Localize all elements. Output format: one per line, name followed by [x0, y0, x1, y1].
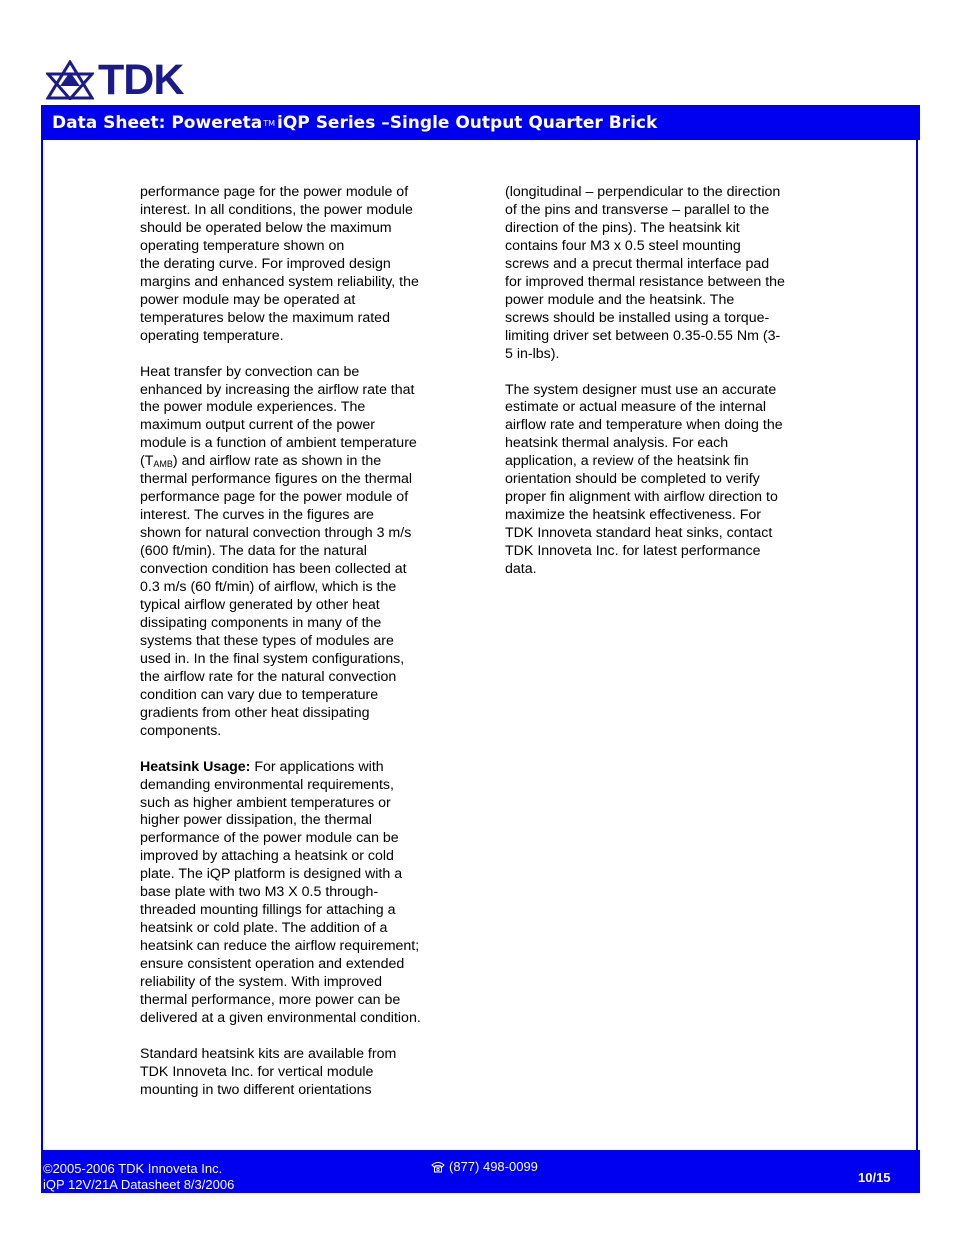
text-line: module is a function of ambient temperature: [140, 435, 417, 452]
text-line: The system designer must use an accurate: [505, 381, 777, 398]
text-line: delivered at a given environmental condition.: [140, 1009, 421, 1026]
text-line: components.: [140, 722, 222, 739]
paragraph-system-designer: [505, 382, 825, 579]
text-line: typical airflow generated by other heat: [140, 596, 380, 613]
text-line: 0.3 m/s (60 ft/min) of airflow, which is the: [140, 579, 397, 596]
datasheet-date: iQP 12V/21A Datasheet 8/3/2006: [43, 1177, 235, 1192]
text-line: threaded mounting fillings for attaching a: [140, 902, 396, 919]
text-line: 5 in-lbs).: [505, 345, 560, 362]
text-line: used in. In the final system configurations,: [140, 650, 405, 667]
text-line: thermal performance figures on the thermal: [140, 471, 413, 488]
text-line: convection condition has been collected at: [140, 561, 407, 578]
text-line: such as higher ambient temperatures or: [140, 794, 391, 811]
text-line: limiting driver set between 0.35-0.55 Nm (3-: [505, 327, 781, 344]
text-line: heatsink or cold plate. The addition of a: [140, 920, 388, 937]
text-line: demanding environmental requirements,: [140, 776, 394, 793]
text-line: airflow rate and temperature when doing the: [505, 417, 783, 434]
text-line: of the pins and transverse – parallel to the: [505, 201, 770, 218]
footer-phone: [431, 1159, 538, 1174]
text-line: orientation should be completed to verify: [505, 471, 760, 488]
page-number: 10/15: [858, 1170, 891, 1185]
text-line: TDK Innoveta standard heat sinks, contact: [505, 525, 773, 542]
text-line: ensure consistent operation and extended: [140, 956, 405, 973]
paragraph-convection: [140, 364, 460, 741]
text-line: Standard heatsink kits are available from: [140, 1045, 397, 1062]
text-line: shown for natural convection through 3 m/s: [140, 525, 412, 542]
title-suffix: iQP Series –Single Output Quarter Brick: [277, 113, 658, 133]
text-line: heatsink thermal analysis. For each: [505, 435, 729, 452]
text-line: (longitudinal – perpendicular to the direction: [505, 184, 781, 200]
text-line: maximum output current of the power: [140, 417, 375, 434]
text-line: performance page for the power module of: [140, 184, 409, 200]
text-line: temperatures below the maximum rated: [140, 309, 390, 326]
text-line: power module may be operated at: [140, 291, 356, 308]
text-line: the power module experiences. The: [140, 399, 366, 416]
text-line: margins and enhanced system reliability, the: [140, 273, 419, 290]
text-line: the airflow rate for the natural convection: [140, 668, 397, 685]
paragraph-orientations: [505, 184, 825, 364]
text-line: condition can vary due to temperature: [140, 686, 379, 703]
text-line: screws should be installed using a torque-: [505, 309, 770, 326]
paragraph-heatsink-usage: [140, 759, 460, 1028]
text-line: direction of the pins). The heatsink kit: [505, 219, 740, 236]
footer-info: [43, 1161, 234, 1193]
text-line: maximize the heatsink effectiveness. For: [505, 507, 762, 524]
text-line: systems that these types of modules are: [140, 632, 394, 649]
text-line: $(T_{AMB})$ and airflow rate as shown in the: [140, 453, 382, 470]
text-line: heatsink can reduce the airflow requirement;: [140, 938, 420, 955]
tdk-logo: [46, 56, 184, 104]
text-line: contains four M3 x 0.5 steel mounting: [505, 237, 741, 254]
text-line: thermal performance, more power can be: [140, 991, 401, 1008]
text-line: should be operated below the maximum: [140, 219, 392, 236]
title-prefix: Data Sheet: Powereta: [52, 113, 263, 133]
text-line: dissipating components in many of the: [140, 614, 382, 631]
text-line: Heat transfer by convection can be: [140, 363, 360, 380]
text-line: for improved thermal resistance between the: [505, 273, 785, 290]
logo-wordmark: TDK: [98, 56, 184, 104]
text-line: performance of the power module can be: [140, 830, 399, 847]
text-line: interest. The curves in the figures are: [140, 507, 374, 524]
left-column: [140, 184, 460, 1118]
right-column: [505, 184, 825, 597]
text-line: plate. The iQP platform is designed with a: [140, 866, 403, 883]
text-line: TDK Innoveta Inc. for vertical module: [140, 1063, 374, 1080]
text-line: operating temperature.: [140, 327, 284, 344]
text-line: proper fin alignment with airflow direction to: [505, 489, 778, 506]
text-line: mounting in two different orientations: [140, 1081, 372, 1098]
text-line: TDK Innoveta Inc. for latest performance: [505, 543, 761, 560]
text-line: the derating curve. For improved design: [140, 255, 391, 272]
text-line: base plate with two M3 X 0.5 through-: [140, 884, 379, 901]
text-line: higher power dissipation, the thermal: [140, 812, 372, 829]
phone-icon: [431, 1161, 445, 1173]
text-line: operating temperature shown on: [140, 237, 345, 254]
text-line: enhanced by increasing the airflow rate that: [140, 381, 415, 398]
text-line: performance page for the power module of: [140, 489, 409, 506]
paragraph-derating: [140, 184, 460, 346]
text-line: improved by attaching a heatsink or cold: [140, 848, 394, 865]
text-line: data.: [505, 561, 537, 578]
paragraph-heatsink-kits: [140, 1046, 460, 1100]
text-line: estimate or actual measure of the internal: [505, 399, 767, 416]
copyright: ©2005-2006 TDK Innoveta Inc.: [43, 1161, 223, 1176]
heatsink-usage-heading: Heatsink Usage:: [140, 758, 251, 775]
trademark: TM: [263, 119, 276, 128]
text-line: reliability of the system. With improved: [140, 974, 383, 991]
text-line: (600 ft/min). The data for the natural: [140, 543, 367, 560]
text-line: Heatsink Usage: For applications with: [140, 758, 384, 775]
page-title: [52, 113, 657, 133]
text-line: power module and the heatsink. The: [505, 291, 735, 308]
phone-number: (877) 498-0099: [449, 1159, 538, 1174]
text-line: interest. In all conditions, the power module: [140, 201, 413, 218]
text-line: screws and a precut thermal interface pad: [505, 255, 770, 272]
header-bar: [41, 105, 920, 140]
tdk-triangle-logo-icon: [46, 60, 94, 100]
text-line: gradients from other heat dissipating: [140, 704, 370, 721]
text-line: application, a review of the heatsink fin: [505, 453, 749, 470]
footer-bar: [41, 1150, 920, 1193]
